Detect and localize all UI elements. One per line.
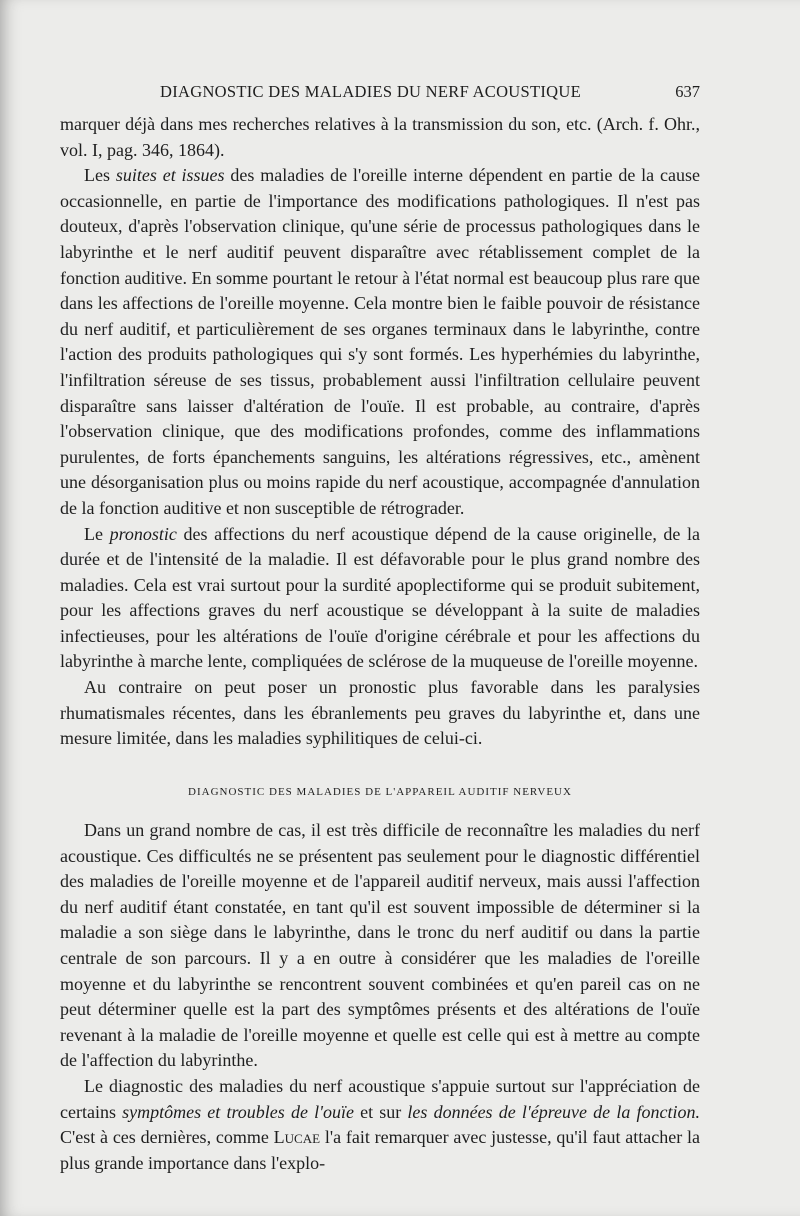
term-symptomes: symptômes et troubles de l'ouïe [122, 1101, 354, 1122]
paragraph-favorable: Au contraire on peut poser un pronostic plus favorable dans les paralysies rhumatismales récentes, dans les ébranlements peu graves du labyrinthe et, dans une mesure limitée, dans les maladies syphilitiques de celui-ci. [60, 677, 700, 749]
author-name: Lucae [273, 1127, 321, 1148]
running-title: DIAGNOSTIC DES MALADIES DU NERF ACOUSTIQUE [160, 82, 581, 101]
section-heading: DIAGNOSTIC DES MALADIES DE L'APPAREIL AUDITIF NERVEUX [188, 786, 572, 798]
paragraph-suites-issues: Les suites et issues des maladies de l'oreille interne dépendent en partie de la cause occasionnelle, en partie de l'importance des modifications pathologiques. Il n'est pas douteux, d'après l'observation clinique, qu'une série de processus pathologiques dans le labyrinthe et le nerf auditif peuvent disparaître avec rétablissement complet de la fonction auditive. En somme pourtant le retour à l'état normal est beaucoup plus rare que dans les affections de l'oreille moyenne. Cela montre bien le faible pouvoir de résistance du nerf auditif, et particulièrement de ses organes terminaux dans le labyrinthe, contre l'action des produits pathologiques qui s'y sont formés. Les hyperhémies du labyrinthe, l'infiltration séreuse de ses tissus, probablement aussi l'infiltration cellulaire peuvent disparaître sans laisser d'altération de l'ouïe. Il est probable, au contraire, d'après l'observation clinique, que des modifications profondes, comme des inflammations purulentes, de forts épanchements sanguins, les altérations régressives, etc., amènent une désorganisation plus ou moins rapide du nerf acoustique, accompagnée d'annulation de la fonction auditive et non susceptible de rétrograder. [60, 165, 700, 518]
paragraph-pronostic: Le pronostic des affections du nerf acoustique dépend de la cause originelle, de la durée et de l'intensité de la maladie. Il est défavorable pour le plus grand nombre des maladies. Cela est vrai surtout pour la surdité apoplectiforme qui se produit subitement, pour les affections graves du nerf acoustique se développant à la suite de maladies infectieuses, pour les altérations de l'ouïe d'origine cérébrale et pour les affections du labyrinthe à marche lente, compliquées de sclérose de la muqueuse de l'oreille moyenne. [60, 523, 700, 672]
section-body [60, 818, 700, 1176]
term-pronostic: pronostic [109, 523, 177, 544]
paragraph-diagnostic-basis: Le diagnostic des maladies du nerf acoustique s'appuie surtout sur l'appréciation de certains symptômes et troubles de l'ouïe et sur les données de l'épreuve de la fonction. C'est à ces dernières, comme Lucae l'a fait remarquer avec justesse, qu'il faut attacher la plus grande importance dans l'explo- [60, 1075, 700, 1173]
page-number: 637 [675, 82, 700, 101]
page-header [60, 82, 700, 106]
term-donnees-epreuve: les données de l'épreuve de la fonction. [407, 1101, 700, 1122]
term-suites-issues: suites et issues [115, 165, 225, 186]
paragraph-difficulties: Dans un grand nombre de cas, il est très difficile de reconnaître les maladies du nerf acoustique. Ces difficultés ne se présentent pas seulement pour le diagnostic différentiel des maladies de l'oreille moyenne et de l'appareil auditif nerveux, mais aussi l'affection du nerf auditif étant constatée, en tant qu'il est souvent impossible de déterminer si la maladie a son siège dans le labyrinthe, dans le tronc du nerf auditif ou dans la partie centrale de son parcours. Il y a en outre à considérer que les maladies de l'oreille moyenne et du labyrinthe se rencontrent souvent combinées et qu'en pareil cas on ne peut déterminer quelle est la part des symptômes présents et des altérations de l'ouïe revenant à la maladie de l'oreille moyenne et quelle est celle qui est à mettre au compte de l'affection du labyrinthe. [60, 820, 700, 1071]
body-text [60, 112, 700, 752]
paragraph-continuation: marquer déjà dans mes recherches relatives à la transmission du son, etc. (Arch. f. Ohr., vol. I, pag. 346, 1864). [60, 114, 700, 160]
